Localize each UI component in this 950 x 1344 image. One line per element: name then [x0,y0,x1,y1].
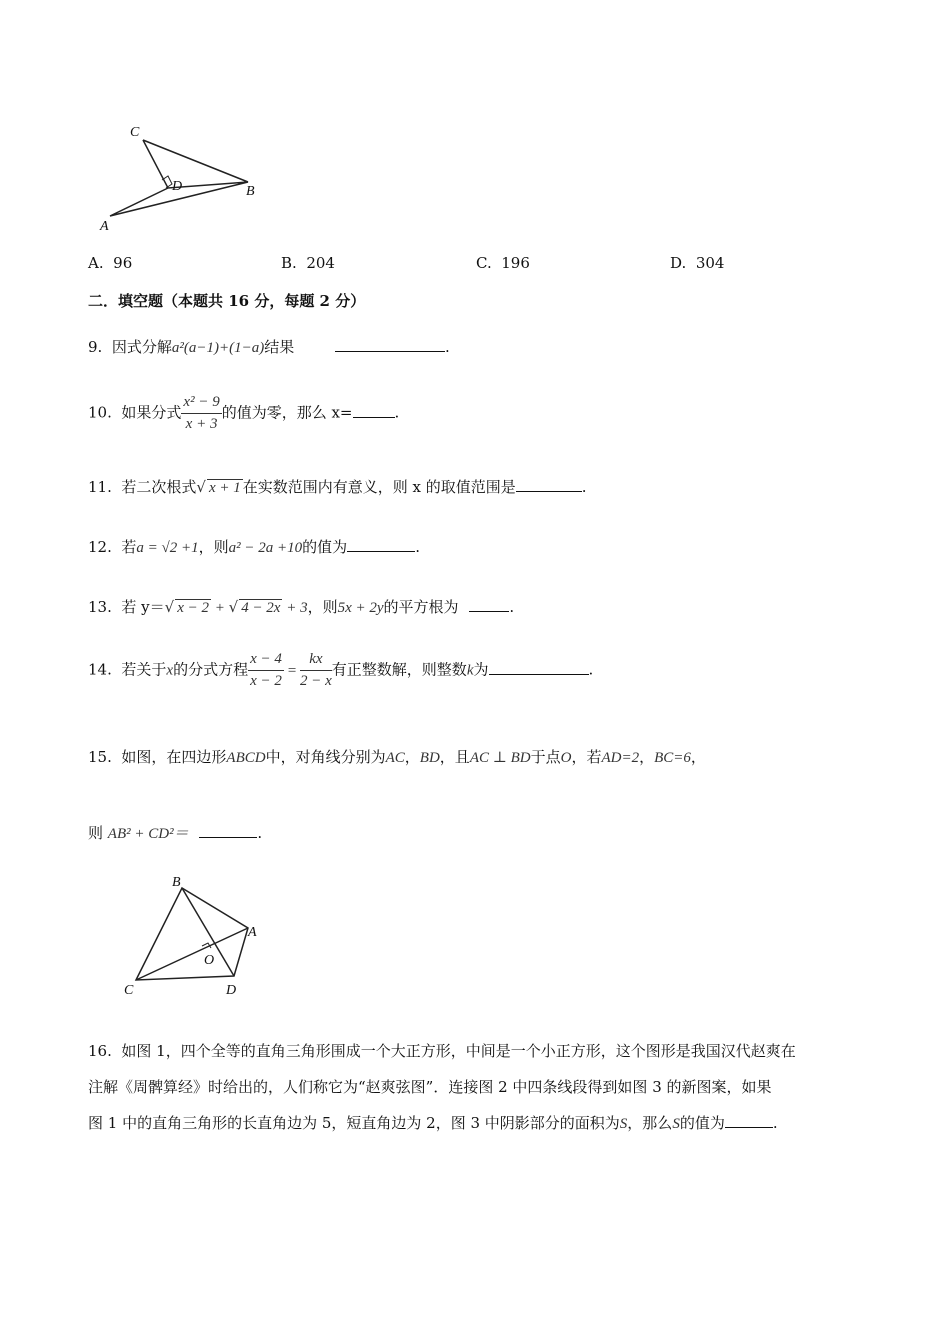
question-9: 9. 因式分解a²(a−1)+(1−a)结果 . [88,338,450,356]
answer-blank-16[interactable] [725,1127,773,1128]
option-c: C. 196 [476,254,530,272]
question-15-line1: 15. 如图，在四边形ABCD中，对角线分别为AC，BD，且AC ⊥ BD于点O，若AD=2，BC=6， [88,748,706,766]
question-10: 10. 如果分式 $\frac{\text{x² − 9}}{x + 3}$ 的值为零，那么 x= . [88,394,400,432]
answer-blank-13[interactable] [469,611,509,612]
question-13: 13. 若 y＝√ x − 2 + √ 4 − 2x + 3，则5x + 2y的平方根为 . [88,598,515,616]
label-o: O [204,953,215,968]
answer-blank-10[interactable] [353,417,395,418]
question-14: 14. 若关于x的分式方程 $\frac{x - 4}{x - 2}$ = $\frac{kx}{2 - x}$ 有正整数解，则整数k为 . [88,651,594,689]
q10-fraction: $\frac{\text{x² − 9}}{x + 3}$ [183,394,220,432]
question-15-line2: 则 AB² + CD²＝ . [88,824,263,842]
figure-quadrilateral-abcd [118,872,278,1002]
answer-blank-9[interactable] [335,351,445,352]
question-11: 11. 若二次根式√ x + 1 在实数范围内有意义，则 x 的取值范围是 . [88,478,587,496]
label-d: D [172,179,183,194]
figure-triangle-acdb [98,118,268,238]
q9-expression: a²(a−1)+(1−a) [171,340,265,356]
question-12: 12. 若a = √2 +1，则a² − 2a +10的值为 . [88,538,420,556]
label-c: C [124,983,134,998]
question-16-line2: 注解《周髀算经》时给出的，人们称它为“赵爽弦图”．连接图 2 中四条线段得到如图 3 的新图案，如果 [88,1078,772,1096]
option-b: B. 204 [281,254,335,272]
answer-blank-11[interactable] [516,491,582,492]
label-b: B [172,875,181,890]
option-d: D. 304 [670,254,725,272]
question-16-line3: 图 1 中的直角三角形的长直角边为 5，短直角边为 2，图 3 中阴影部分的面积为S，那么S的值为 . [88,1114,778,1132]
label-a: A [248,925,257,940]
label-b: B [246,184,255,199]
option-a: A. 96 [88,254,133,272]
label-d: D [226,983,237,998]
section-title: 二．填空题（本题共 16 分，每题 2 分） [88,292,366,310]
answer-blank-15[interactable] [199,837,257,838]
question-16-line1: 16. 如图 1，四个全等的直角三角形围成一个大正方形，中间是一个小正方形，这个图形是我国汉代赵爽在 [88,1042,796,1060]
label-c: C [130,125,140,140]
label-a: A [100,219,109,234]
figure1-lines [110,140,248,216]
answer-blank-12[interactable] [347,551,415,552]
answer-blank-14[interactable] [489,674,589,675]
